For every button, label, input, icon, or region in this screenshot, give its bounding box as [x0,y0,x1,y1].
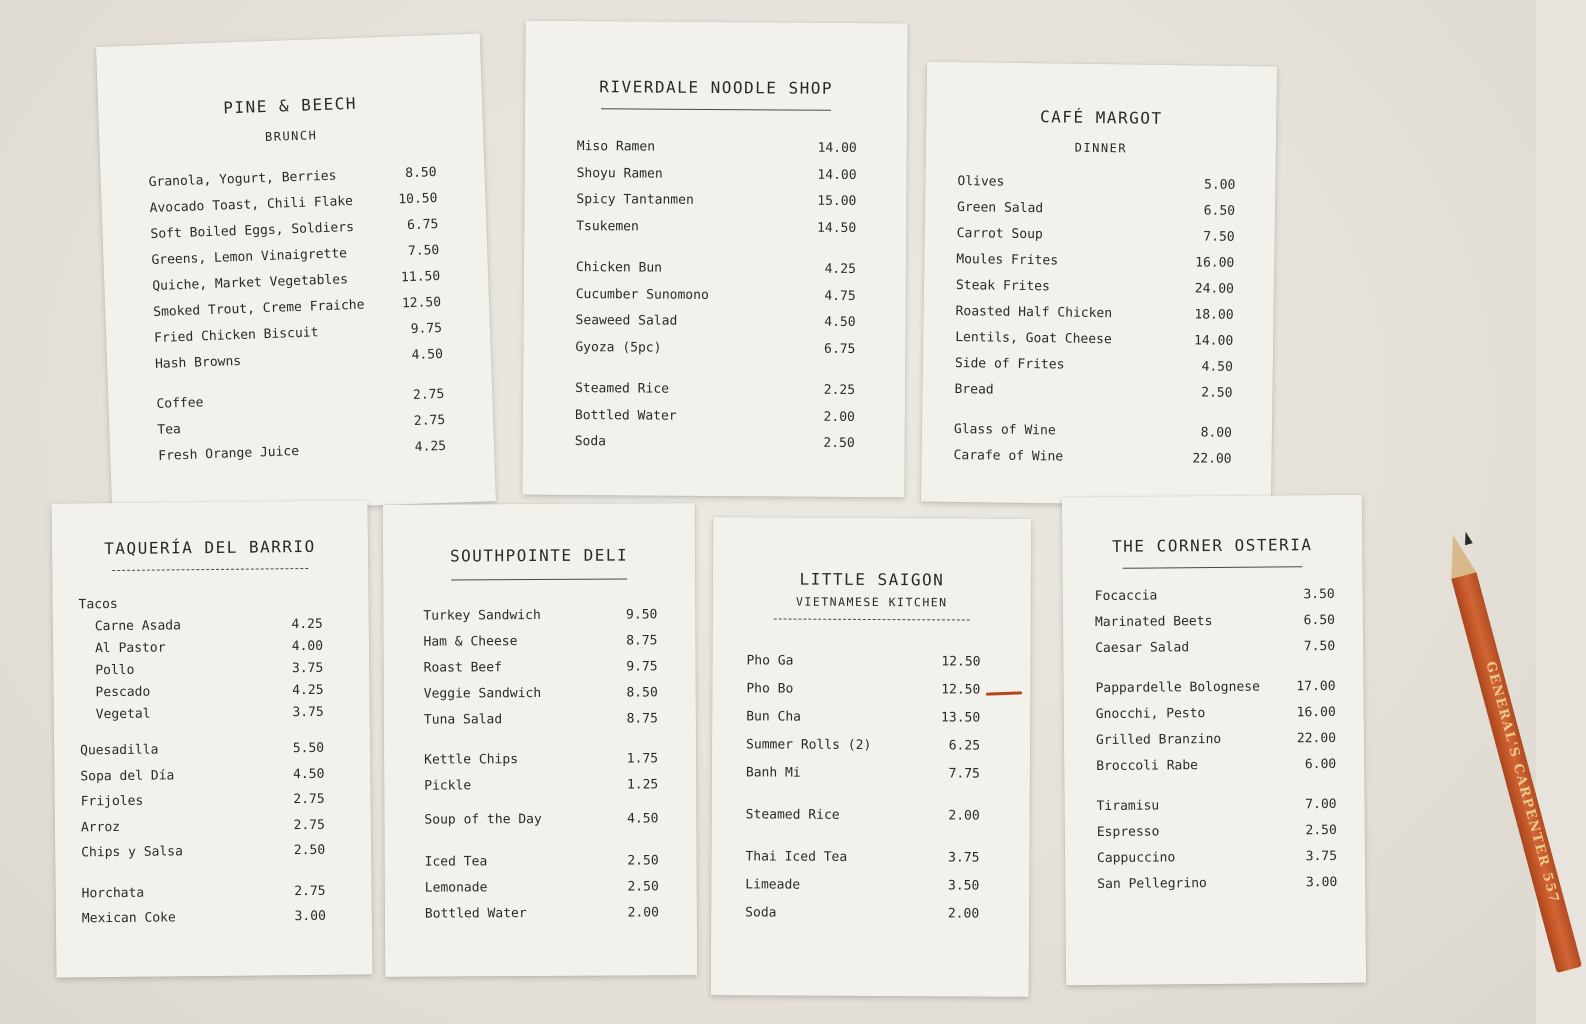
item-name: Broccoli Rabe [1096,758,1199,775]
menu-items [423,607,659,932]
menu-item [957,174,1235,204]
menu-card-little-saigon [711,517,1031,997]
menu-card-corner-osteria [1062,495,1366,986]
menu-title: CAFÉ MARGOT [1039,107,1163,128]
title-divider [601,108,831,111]
menu-item [425,853,659,880]
item-price: 13.50 [941,710,981,726]
item-name: Soda [745,905,777,921]
item-name: Tsukemen [576,218,639,234]
item-name: Moules Frites [956,252,1059,269]
item-name: Carne Asada [94,618,181,635]
item-price: 8.50 [626,685,658,701]
menu-item [1097,849,1337,877]
item-name: Greens, Lemon Vinaigrette [151,246,348,269]
item-name: Cappuccino [1096,850,1176,867]
item-price: 2.00 [823,409,855,425]
item-name: Green Salad [956,200,1044,217]
menu-item [575,340,855,368]
item-price: 5.50 [292,740,325,757]
item-name: Steak Frites [955,278,1050,295]
item-name: Ham & Cheese [423,634,518,650]
menu-item [425,879,659,906]
menu-item [1096,731,1336,759]
menu-item [956,226,1234,256]
item-price: 8.75 [626,633,658,649]
item-price: 4.50 [1201,359,1233,375]
menu-card-pine-beech [96,33,496,514]
section-name: Tacos [78,596,118,613]
menu-item [746,765,980,794]
item-name: Roast Beef [423,660,502,676]
menu-item [576,192,856,220]
menu-title: RIVERDALE NOODLE SHOP [599,77,834,98]
menu-item [424,751,658,778]
item-name: Limeade [745,877,801,893]
item-price: 4.50 [824,314,856,330]
item-name: Avocado Toast, Chili Flake [149,193,354,217]
item-price: 6.75 [824,341,856,357]
menu-item [79,661,323,686]
item-name: Spicy Tantanmen [576,192,694,208]
item-price: 2.50 [823,435,855,451]
item-name: Tea [157,422,182,438]
item-price: 4.25 [292,682,324,699]
item-price: 10.50 [398,191,438,208]
item-name: Pho Bo [746,681,794,697]
item-name: Quiche, Market Vegetables [152,272,349,295]
item-price: 3.75 [292,704,324,721]
item-price: 4.50 [411,346,444,364]
item-price: 1.75 [626,751,659,767]
item-price: 2.75 [413,412,446,429]
menu-item [577,139,857,167]
item-price: 1.25 [626,777,659,793]
item-name: Lemonade [424,880,488,896]
menu-item [955,330,1233,360]
title-divider [112,568,308,571]
menu-card-cafe-margot [921,62,1277,507]
item-price: 4.00 [291,638,324,655]
item-price: 2.50 [1305,822,1337,839]
item-price: 9.75 [410,320,443,338]
item-name: Lentils, Goat Cheese [955,329,1112,348]
item-price: 7.50 [1303,638,1336,655]
menu-item [955,304,1233,334]
item-price: 22.00 [1296,730,1337,747]
item-price: 12.50 [941,682,981,698]
menu-item [956,252,1234,282]
item-name: Quesadilla [80,742,159,759]
item-name: Smoked Trout, Creme Fraiche [152,297,365,321]
menu-item [575,434,855,462]
item-price: 2.50 [293,842,326,859]
menu-items [79,595,327,937]
item-name: Summer Rolls (2) [746,737,872,754]
item-price: 2.00 [627,905,659,921]
menu-item [956,278,1234,308]
item-name: Tuna Salad [423,712,503,728]
item-price: 16.00 [1296,704,1336,721]
menu-item [79,617,323,642]
item-price: 3.75 [948,850,980,866]
item-price: 3.75 [291,660,324,677]
item-price: 8.00 [1200,425,1233,441]
menu-item [423,607,657,634]
item-price: 5.00 [1203,177,1236,193]
menu-item [82,909,326,937]
menu-item [80,766,324,794]
item-price: 2.50 [1201,385,1233,401]
menu-card-taqueria [52,500,373,977]
item-price: 11.50 [400,268,441,286]
menu-items [1095,587,1338,903]
item-name: Vegetal [95,706,151,723]
item-name: Pescado [95,684,151,701]
item-name: Marinated Beets [1094,614,1213,631]
menu-item [746,653,980,682]
menu-item [424,777,658,804]
item-price: 8.50 [404,165,437,182]
item-price: 7.00 [1305,796,1337,813]
item-name: Olives [957,174,1005,190]
menu-item [81,817,325,845]
item-name: Bottled Water [574,407,677,424]
item-name: Hash Browns [154,353,242,372]
menu-item [745,849,979,878]
menu-title: LITTLE SAIGON [799,569,945,590]
menu-item [1096,705,1336,733]
item-price: 17.00 [1296,678,1336,695]
title-divider [1122,566,1302,569]
item-name: Soup of the Day [424,811,542,828]
item-name: Thai Iced Tea [745,849,848,865]
menu-item [576,219,856,247]
item-name: Bottled Water [424,906,527,922]
item-name: Iced Tea [424,854,488,870]
item-price: 3.50 [1303,586,1335,603]
item-name: Veggie Sandwich [423,685,542,702]
item-name: Carafe of Wine [953,447,1064,465]
item-price: 6.00 [1304,756,1337,773]
menu-section-heading [79,595,323,620]
item-name: Soft Boiled Eggs, Soldiers [150,219,355,243]
menu-item [746,709,980,738]
menu-item [80,705,324,730]
item-name: Banh Mi [745,765,801,781]
item-price: 2.75 [293,791,325,808]
item-price: 14.00 [817,167,857,183]
item-name: Pickle [424,778,472,794]
menu-item [955,356,1233,386]
menu-item [79,683,323,708]
item-price: 9.50 [625,607,658,623]
menu-item [424,685,658,712]
item-name: Chicken Bun [575,260,663,276]
item-price: 2.75 [412,386,445,403]
menu-item [746,681,980,710]
item-name: Sopa del Día [80,767,175,784]
item-price: 12.50 [941,654,981,670]
item-price: 2.75 [294,883,326,899]
item-price: 2.00 [947,906,980,922]
menu-item [424,811,658,838]
item-price: 3.00 [1305,874,1338,891]
item-name: Bun Cha [746,709,802,725]
item-price: 4.25 [414,438,447,455]
item-name: Kettle Chips [424,752,519,768]
item-name: Pappardelle Bolognese [1095,679,1260,697]
item-price: 7.50 [1203,229,1235,245]
menu-item [575,408,855,436]
item-name: Roasted Half Chicken [955,304,1113,322]
item-name: Grilled Branzino [1095,731,1222,749]
menu-item [80,741,324,769]
menu-item [1095,639,1335,667]
item-price: 4.50 [292,766,325,782]
item-name: Fried Chicken Biscuit [153,325,319,346]
menu-item [745,877,979,906]
menu-item [575,313,855,341]
item-price: 6.50 [1203,203,1236,219]
item-price: 6.50 [1303,612,1336,629]
menu-item [1095,613,1335,641]
item-name: Horchata [81,885,145,901]
menu-item [1097,823,1337,851]
item-price: 4.25 [824,261,856,277]
menu-item [1097,875,1337,903]
menu-title: THE CORNER OSTERIA [1112,535,1313,556]
item-price: 4.25 [291,616,323,633]
menu-item [82,883,326,911]
item-price: 2.25 [823,382,856,398]
item-price: 2.50 [627,853,659,869]
item-price: 7.75 [948,766,980,782]
item-name: Coffee [156,395,204,412]
item-name: Frijoles [80,793,144,810]
menu-items [148,165,446,475]
menu-card-southpointe [383,503,697,977]
item-name: Mexican Coke [81,910,176,927]
menu-item [1095,679,1335,707]
item-name: Side of Frites [954,355,1065,373]
menu-item [575,381,855,409]
item-name: Bread [954,381,994,398]
item-name: Pho Ga [746,653,794,669]
item-name: Espresso [1096,824,1160,841]
menu-item [424,659,658,686]
item-name: Arroz [80,819,121,835]
item-price: 2.75 [293,817,325,833]
item-name: Carrot Soup [956,226,1043,243]
menu-item [957,200,1235,230]
item-price: 3.00 [294,908,326,925]
item-price: 12.50 [401,294,442,312]
menu-item [576,166,856,194]
menu-item [424,711,658,738]
item-name: Steamed Rice [745,807,840,823]
item-name: Pollo [95,662,135,679]
title-divider [774,618,970,620]
item-name: Shoyu Ramen [576,165,663,182]
item-name: Gyoza (5pc) [575,339,662,356]
menu-item [1095,587,1335,615]
title-divider [451,579,627,581]
item-name: Turkey Sandwich [423,607,541,624]
item-price: 14.00 [817,140,857,156]
item-price: 3.75 [1305,848,1338,865]
menu-item [576,260,856,288]
menu-items [745,653,980,934]
menu-item [954,422,1232,452]
item-price: 16.00 [1195,255,1235,271]
item-price: 3.50 [947,878,980,894]
item-price: 9.75 [626,659,658,675]
menu-items [575,139,857,462]
item-name: Fresh Orange Juice [158,444,300,464]
item-name: Miso Ramen [576,139,656,155]
item-price: 6.75 [406,217,439,234]
item-name: Focaccia [1094,588,1158,605]
item-name: Caesar Salad [1095,640,1190,657]
item-price: 6.25 [948,738,981,754]
item-price: 2.50 [627,879,659,895]
item-price: 14.50 [817,220,857,236]
item-name: Steamed Rice [575,381,670,397]
item-name: Tiramisu [1096,798,1160,815]
menu-item [79,639,323,664]
item-price: 7.50 [407,242,440,260]
menu-item [1096,757,1336,785]
item-price: 4.50 [627,811,659,827]
menu-items [953,174,1235,478]
menu-item [1097,797,1337,825]
item-name: Soda [574,434,607,450]
menu-item [745,905,979,934]
item-price: 18.00 [1194,307,1234,323]
item-name: Chips y Salsa [81,844,184,861]
menu-item [81,792,325,820]
item-name: Granola, Yogurt, Berries [148,168,337,191]
menu-item [746,807,980,836]
menu-title: PINE & BEECH [223,93,358,118]
item-name: Gnocchi, Pesto [1095,706,1206,723]
menu-subtitle: VIETNAMESE KITCHEN [795,594,948,610]
item-price: 24.00 [1194,281,1235,297]
menu-item [423,633,657,660]
menu-item [954,382,1232,412]
menu-item [576,287,856,315]
menu-card-riverdale [522,21,907,498]
menu-title: TAQUERÍA DEL BARRIO [104,536,316,559]
menu-item [81,843,325,871]
item-price: 14.00 [1193,333,1234,349]
menu-title: SOUTHPOINTE DELI [449,545,629,566]
menu-item [746,737,980,766]
item-name: Glass of Wine [953,421,1056,439]
item-name: San Pellegrino [1097,876,1207,893]
item-price: 4.75 [824,288,856,304]
item-price: 2.00 [948,808,980,824]
pencil-brand-label: GENERAL'S CARPENTER 557 [1482,659,1562,906]
item-price: 22.00 [1192,451,1232,467]
item-name: Al Pastor [94,640,166,657]
menu-item [425,905,659,932]
item-name: Cucumber Sunomono [575,286,709,303]
menu-subtitle: DINNER [1074,140,1128,156]
item-price: 8.75 [626,711,658,727]
menu-subtitle: BRUNCH [264,128,318,144]
item-name: Seaweed Salad [575,313,678,329]
menu-item [953,448,1231,478]
item-price: 15.00 [817,193,857,209]
